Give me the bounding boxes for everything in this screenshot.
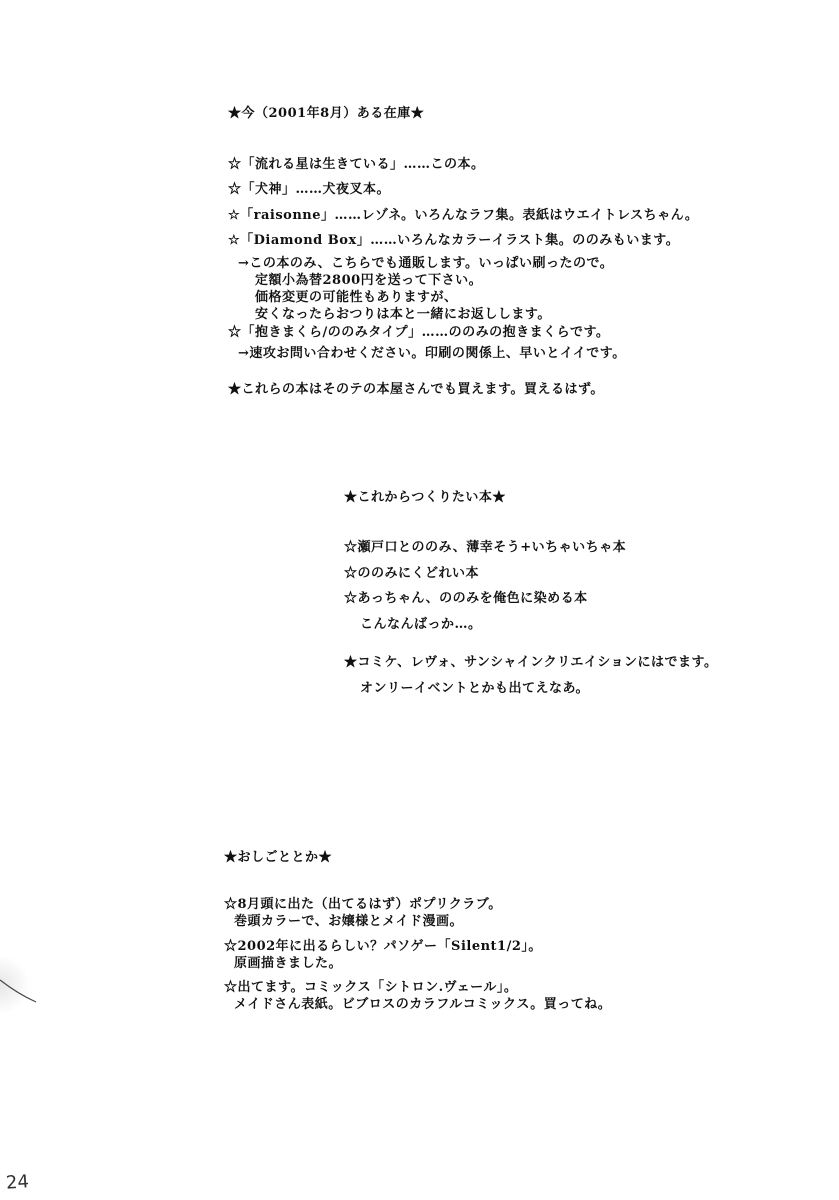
stock-item: ☆「抱きまくら/ののみタイプ」……ののみの抱きまくらです。 [228, 325, 610, 340]
stock-note: 定額小為替2800円を送って下さい。 [255, 273, 483, 288]
stock-item: ☆「Diamond Box」……いろんなカラーイラスト集。ののみもいます。 [228, 233, 680, 248]
stock-item: ☆「犬神」……犬夜叉本。 [228, 182, 391, 197]
work-note: 巻頭カラーで、お嬢様とメイド漫画。 [234, 914, 463, 929]
stock-item: ☆「raisonne」……レゾネ。いろんなラフ集。表紙はウエイトレスちゃん。 [228, 208, 699, 223]
stock-note: 価格変更の可能性もありますが、 [255, 290, 458, 305]
wish-note: こんなんばっか…。 [360, 617, 482, 632]
wish-item: ☆瀬戸口とののみ、薄幸そう+いちゃいちゃ本 [344, 540, 627, 555]
work-item: ☆8月頭に出た（出てるはず）ポプリクラブ。 [224, 897, 502, 912]
work-note: メイドさん表紙。ビブロスのカラフルコミックス。買ってね。 [234, 997, 612, 1012]
stock-note: →速攻お問い合わせください。印刷の関係上、早いとイイです。 [238, 346, 626, 361]
stock-note: →この本のみ、こちらでも通販します。いっぱい刷ったので。 [238, 256, 614, 271]
stock-footer: ★これらの本はそのテの本屋さんでも買えます。買えるはず。 [228, 382, 604, 397]
stock-item: ☆「流れる星は生きている」……この本。 [228, 157, 485, 172]
work-item: ☆2002年に出るらしい？パソゲー「Silent1/2」。 [224, 939, 542, 954]
stock-heading: ★今（2001年8月）ある在庫★ [228, 106, 425, 121]
work-item: ☆出てます。コミックス「シトロン.ヴェール」。 [224, 980, 518, 995]
scan-edge-mark [0, 972, 40, 1012]
wish-item: ☆あっちゃん、ののみを俺色に染める本 [344, 591, 588, 606]
wish-note: オンリーイベントとかも出てえなあ。 [360, 681, 589, 696]
work-note: 原画描きました。 [234, 956, 343, 971]
page-number: 24 [5, 1171, 30, 1194]
wish-event: ★コミケ、レヴォ、サンシャインクリエイションにはでます。 [344, 655, 718, 670]
wish-heading: ★これからつくりたい本★ [344, 490, 506, 505]
wish-item: ☆ののみにくどれい本 [344, 566, 480, 581]
work-heading: ★おしごととか★ [224, 850, 333, 865]
stock-note: 安くなったらおつりは本と一緒にお返しします。 [255, 307, 551, 322]
